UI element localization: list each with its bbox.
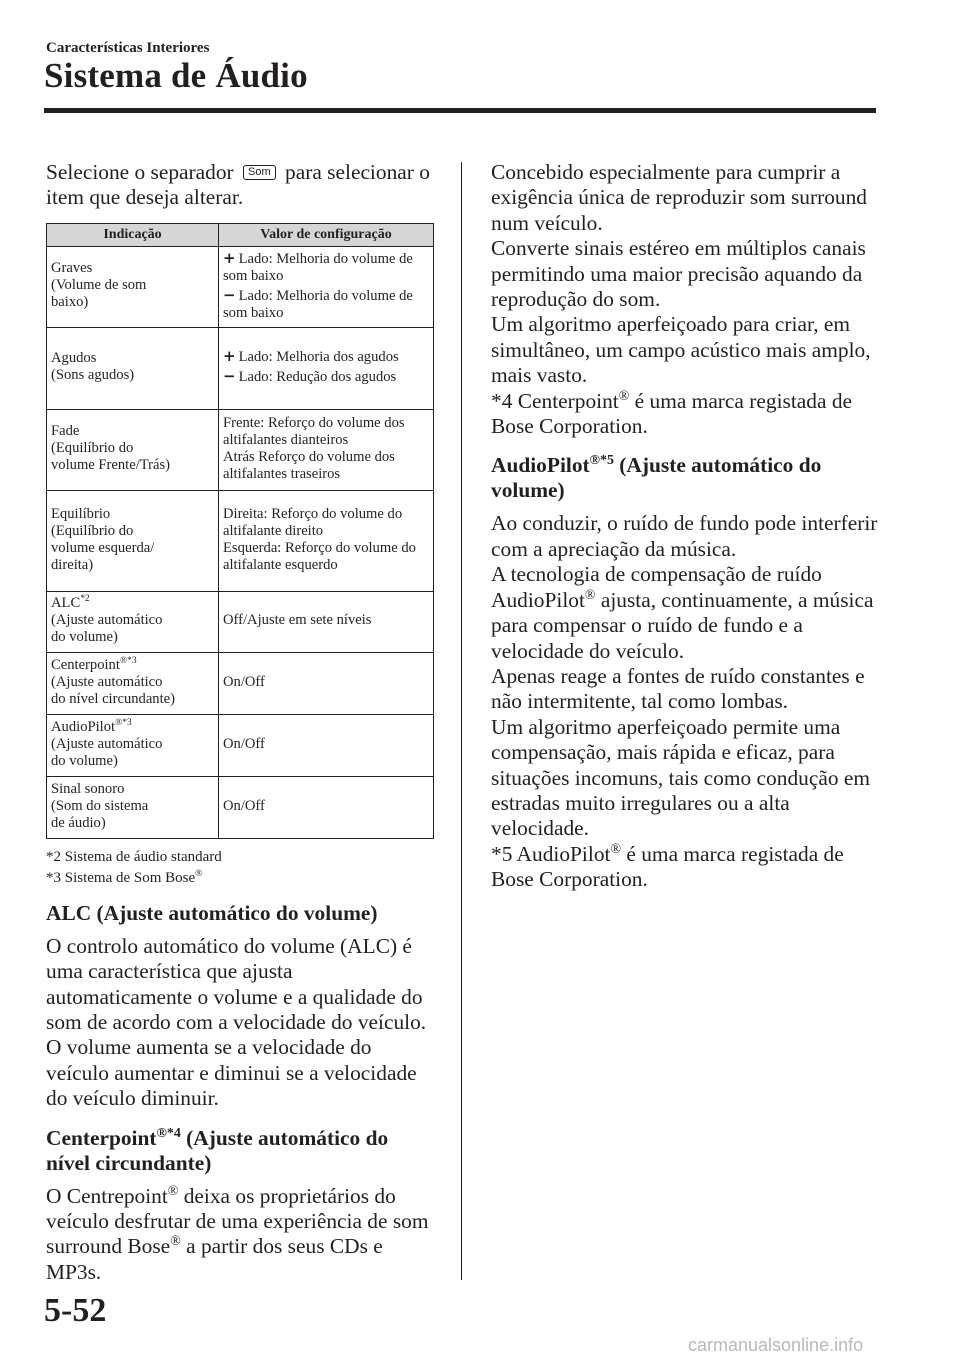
page-number: 5-52 bbox=[44, 1292, 107, 1329]
item-cell bbox=[47, 591, 219, 652]
item-cell: Graves (Volume de som baixo) bbox=[47, 246, 219, 327]
text: é uma marca registada de Bose Corporation. bbox=[491, 841, 844, 892]
table-row bbox=[47, 652, 434, 714]
plus-icon: + bbox=[223, 248, 236, 267]
value-cell: On/Off bbox=[219, 776, 434, 838]
item-cell bbox=[47, 714, 219, 776]
item-cell: Agudos (Sons agudos) bbox=[47, 327, 219, 409]
audiopilot-technology-paragraph bbox=[491, 562, 881, 664]
minus-icon: − bbox=[223, 285, 236, 304]
header-indicacao: Indicação bbox=[47, 223, 219, 246]
heading-rest: (Ajuste automático do volume) bbox=[491, 453, 822, 503]
footnote-mark: ®*3 bbox=[119, 655, 137, 666]
table-row bbox=[47, 246, 434, 327]
right-column bbox=[491, 160, 881, 893]
value-text: Atrás Reforço do volume dos altifalantes traseiros bbox=[223, 448, 395, 482]
value-cell bbox=[219, 327, 434, 409]
value-cell bbox=[219, 409, 434, 490]
registered-mark: ® bbox=[618, 388, 630, 404]
table-row bbox=[47, 490, 434, 591]
plus-icon: + bbox=[223, 347, 236, 366]
alc-heading: ALC (Ajuste automático do volume) bbox=[46, 900, 378, 925]
audiopilot-noise-paragraph: Apenas reage a fontes de ruído constantes e não intermitente, tal como lombas. bbox=[491, 663, 865, 714]
value-cell: On/Off bbox=[219, 714, 434, 776]
centerpoint-paragraph bbox=[46, 1184, 436, 1286]
heading-name: AudioPilot bbox=[491, 453, 590, 478]
audiopilot-trademark-note bbox=[491, 842, 881, 893]
value-text: Direita: Reforço do volume do altifalante direito bbox=[223, 505, 403, 539]
value-text: Lado: Redução dos agudos bbox=[238, 369, 397, 386]
centerpoint-channels-paragraph: Converte sinais estéreo em múltiplos canais permitindo uma maior precisão aquando da reprodução do som. bbox=[491, 236, 866, 312]
heading-rest: (Ajuste automático do nível circundante) bbox=[46, 1125, 389, 1175]
centerpoint-algorithm-paragraph: Um algoritmo aperfeiçoado para criar, em simultâneo, um campo acústico mais amplo, mais vasto. bbox=[491, 312, 871, 388]
registered-mark: ® bbox=[170, 1234, 181, 1250]
audiopilot-heading bbox=[491, 453, 881, 503]
item-description: (Ajuste automático do nível circundante) bbox=[51, 673, 175, 707]
header-valor: Valor de configuração bbox=[219, 223, 434, 246]
page-title: Sistema de Áudio bbox=[44, 56, 308, 95]
text: deixa os proprietários do veículo desfrutar de uma experiência de som surround Bose bbox=[46, 1183, 429, 1259]
value-cell bbox=[219, 490, 434, 591]
value-text: Lado: Melhoria do volume de som baixo bbox=[223, 287, 413, 321]
table-row bbox=[47, 714, 434, 776]
item-cell bbox=[47, 652, 219, 714]
audiopilot-intro-paragraph: Ao conduzir, o ruído de fundo pode interferir com a apreciação da música. bbox=[491, 511, 878, 561]
footnote-mark: ®*5 bbox=[589, 453, 614, 469]
som-tab-key: Som bbox=[243, 165, 276, 180]
value-cell: Off/Ajuste em sete níveis bbox=[219, 591, 434, 652]
text: é uma marca registada de Bose Corporation. bbox=[491, 388, 853, 439]
item-name: Centerpoint bbox=[51, 656, 120, 673]
item-cell: Sinal sonoro (Som do sistema de áudio) bbox=[47, 776, 219, 838]
item-name: ALC bbox=[51, 595, 81, 612]
minus-icon: − bbox=[223, 367, 236, 386]
registered-mark: ® bbox=[610, 841, 622, 857]
item-description: (Ajuste automático do volume) bbox=[51, 735, 163, 769]
intro-paragraph bbox=[46, 160, 436, 211]
value-cell: On/Off bbox=[219, 652, 434, 714]
footnote-mark: *2 bbox=[80, 594, 90, 605]
text: O Centrepoint bbox=[46, 1183, 168, 1208]
intro-text-before: Selecione o separador bbox=[46, 160, 234, 184]
value-cell bbox=[219, 246, 434, 327]
text: a partir dos seus CDs e MP3s. bbox=[46, 1234, 383, 1284]
table-row bbox=[47, 776, 434, 838]
table-row bbox=[47, 409, 434, 490]
item-cell: Fade (Equilíbrio do volume Frente/Trás) bbox=[47, 409, 219, 490]
footnote-3-text: *3 Sistema de Som Bose bbox=[46, 869, 196, 886]
centerpoint-design-paragraph: Concebido especialmente para cumprir a exigência única de reproduzir som surround num veículo. bbox=[491, 160, 867, 235]
table-header-row bbox=[47, 223, 434, 246]
footnote-2: *2 Sistema de áudio standard bbox=[46, 848, 222, 865]
registered-mark: ® bbox=[584, 587, 596, 603]
left-column bbox=[46, 160, 436, 1285]
value-text: Frente: Reforço do volume dos altifalantes dianteiros bbox=[223, 414, 405, 448]
watermark: carmanualsonline.info bbox=[688, 1335, 864, 1355]
alc-paragraph: O controlo automático do volume (ALC) é uma característica que ajusta automaticamente o volume e a qualidade do som de acordo com a velocidade do veículo. O volume aumenta se a velocidade do veículo aumentar e diminui se a velocidade do veículo diminuir. bbox=[46, 933, 427, 1111]
audiopilot-algorithm-paragraph: Um algoritmo aperfeiçoado permite uma compensação, mais rápida e eficaz, para situações incomuns, tais como condução em estradas muito irregulares ou a alta velocidade. bbox=[491, 714, 870, 841]
settings-table bbox=[46, 223, 434, 839]
text: A tecnologia de compensação de ruído AudioPilot bbox=[491, 562, 822, 612]
heading-name: Centerpoint bbox=[46, 1125, 157, 1150]
item-cell: Equilíbrio (Equilíbrio do volume esquerda/ direita) bbox=[47, 490, 219, 591]
table-row bbox=[47, 327, 434, 409]
value-text: Esquerda: Reforço do volume do altifalante esquerdo bbox=[223, 539, 416, 573]
registered-mark: ® bbox=[167, 1183, 179, 1199]
registered-mark: ® bbox=[195, 867, 203, 879]
footnote-mark: ®*3 bbox=[115, 717, 132, 728]
title-rule bbox=[44, 108, 876, 113]
value-text: Lado: Melhoria do volume de som baixo bbox=[223, 250, 413, 284]
footnote-3 bbox=[46, 867, 436, 887]
column-divider bbox=[461, 162, 462, 1280]
section-label: Características Interiores bbox=[46, 40, 210, 56]
text: *4 Centerpoint bbox=[491, 388, 619, 413]
value-text: Lado: Melhoria dos agudos bbox=[238, 349, 399, 366]
item-description: (Ajuste automático do volume) bbox=[51, 612, 163, 646]
centerpoint-heading bbox=[46, 1126, 436, 1176]
intro-text-after: para selecionar o item que deseja alterar. bbox=[46, 160, 430, 210]
item-name: AudioPilot bbox=[51, 718, 116, 735]
table-row bbox=[47, 591, 434, 652]
centerpoint-trademark-note bbox=[491, 389, 881, 440]
text: ajusta, continuamente, a música para compensar o ruído de fundo e a velocidade do veículo. bbox=[491, 587, 874, 663]
footnote-mark: ®*4 bbox=[156, 1125, 181, 1141]
text: *5 AudioPilot bbox=[491, 841, 611, 866]
